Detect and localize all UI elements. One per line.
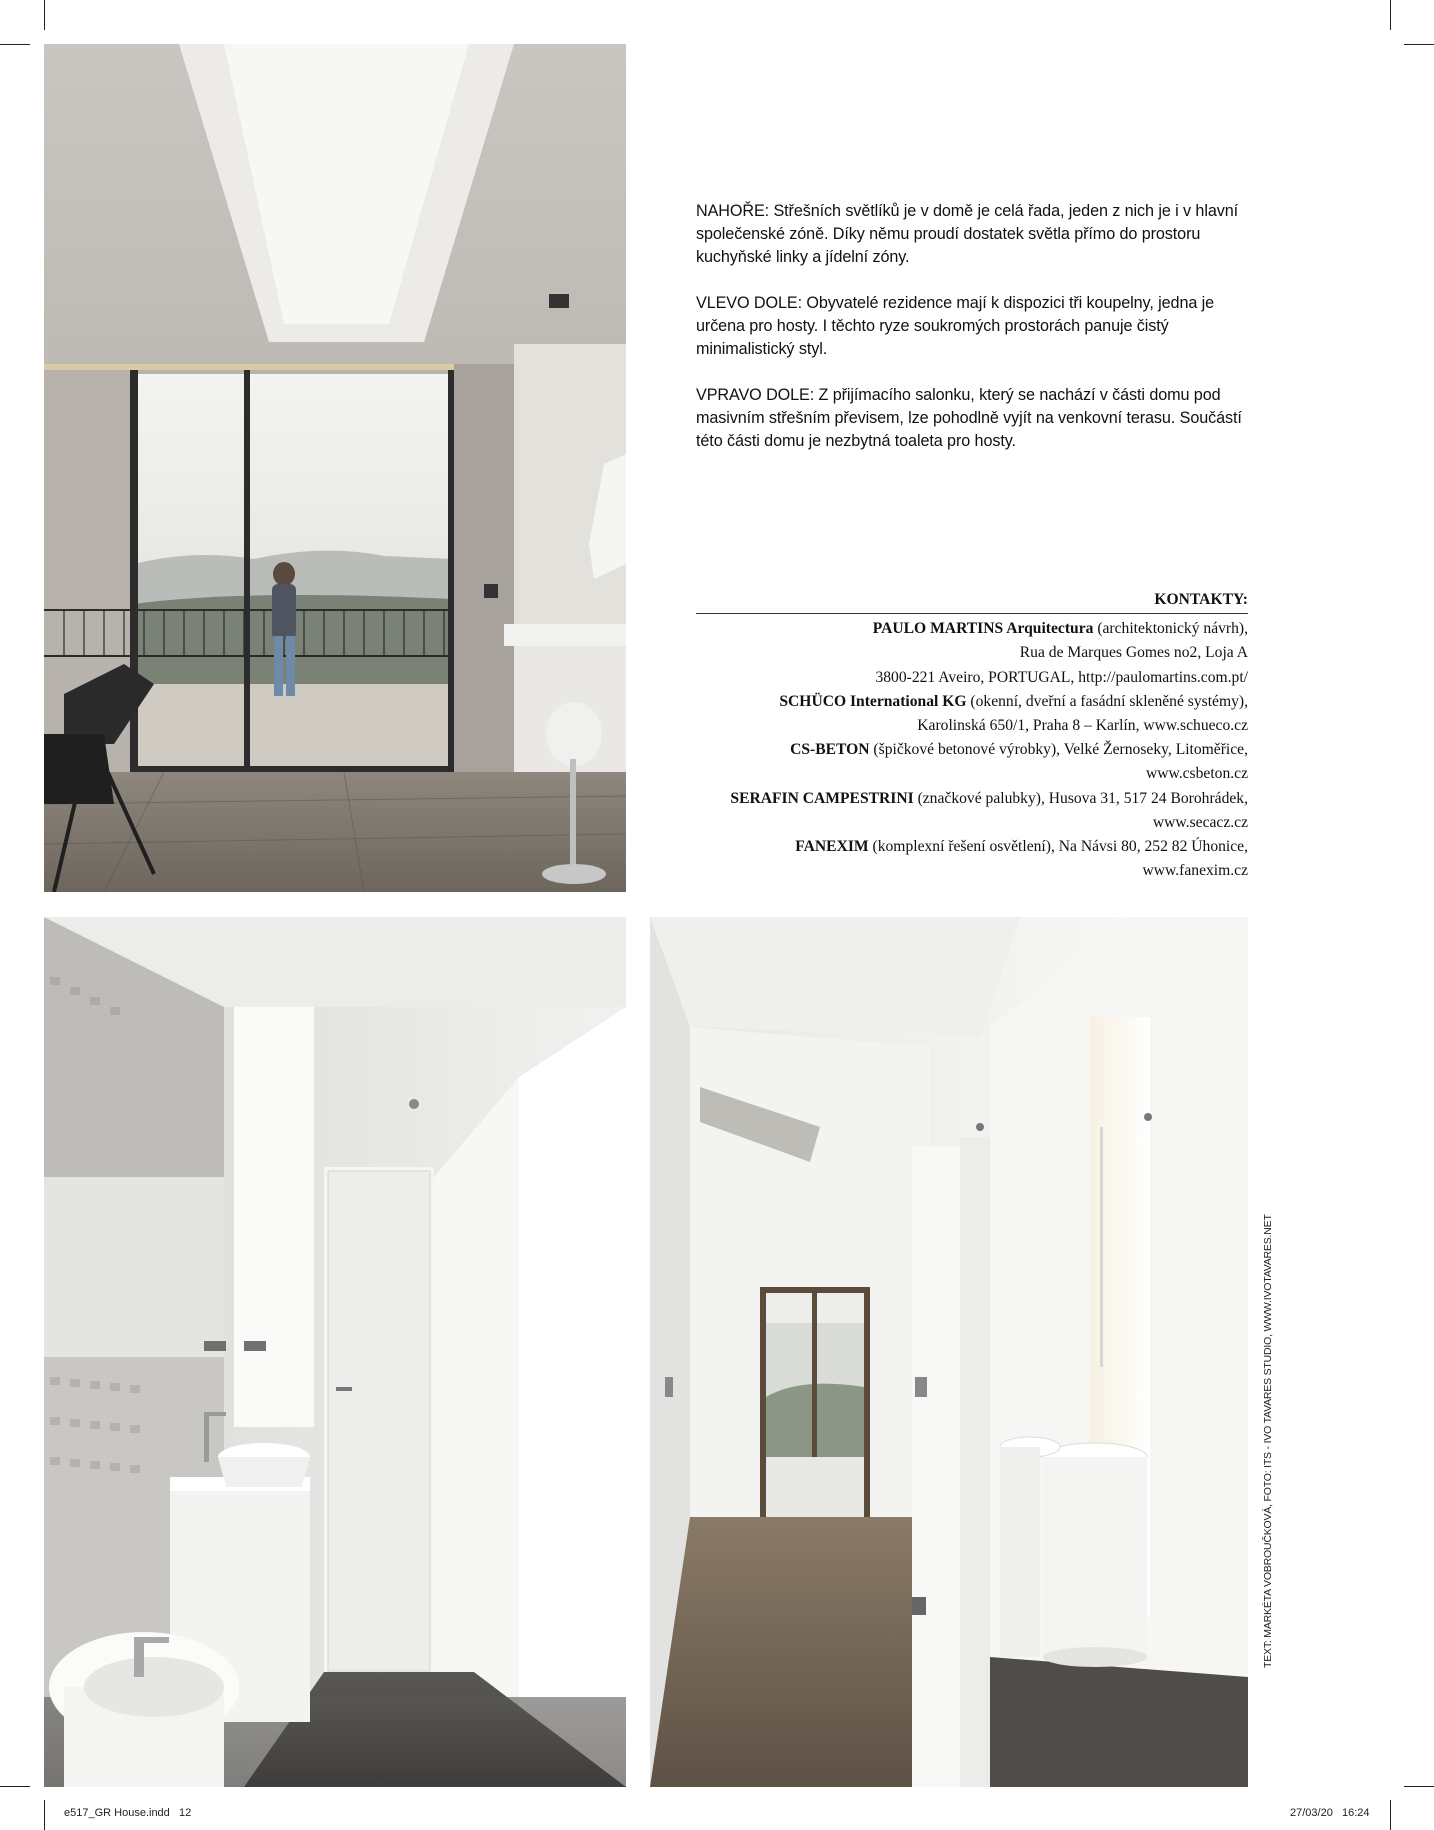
contacts-heading: KONTAKTY:: [696, 588, 1248, 614]
contact-company: FANEXIM: [795, 838, 869, 856]
contact-company: SCHÜCO International KG: [779, 692, 967, 710]
contact-detail: (špičkové betonové výrobky), Velké Žernoseky, Litoměřice,: [869, 741, 1248, 759]
contact-company: CS-BETON: [790, 741, 870, 759]
crop-mark-bottom-right-v: [1390, 1800, 1391, 1830]
crop-mark-top-left-v: [44, 0, 45, 30]
contact-line: [696, 762, 1248, 786]
contact-company: PAULO MARTINS Arquitectura: [872, 620, 1094, 638]
contact-line: [696, 617, 1248, 641]
caption-bottom-left: VLEVO DOLE: Obyvatelé rezidence mají k dispozici tři koupelny, jedna je určena pro hosty. I těchto ryze soukromých prostorách panuje čistý minimalistický styl.: [696, 294, 1215, 358]
contact-line: [696, 835, 1248, 859]
crop-mark-bottom-left-h: [0, 1786, 30, 1787]
caption-bottom-right: VPRAVO DOLE: Z přijímacího salonku, který se nachází v části domu pod masivním střešním převisem, lze pohodlně vyjít na venkovní terasu. Součástí této části domu je nezbytná toaleta pro hosty.: [696, 386, 1242, 450]
guest-toilet-photo: [650, 917, 1248, 1787]
date-slug: 27/03/20 16:24: [1290, 1807, 1370, 1819]
crop-mark-top-left-h: [0, 44, 30, 45]
contact-detail: (komplexní řešení osvětlení), Na Návsi 80, 252 82 Úhonice,: [868, 838, 1248, 856]
contact-detail: (značkové palubky), Husova 31, 517 24 Borohrádek,: [913, 789, 1248, 807]
contact-line: [696, 666, 1248, 690]
contact-line: [696, 690, 1248, 714]
caption-top: NAHOŘE: Střešních světlíků je v domě je celá řada, jeden z nich je i v hlavní společenské zóně. Díky němu proudí dostatek světla přímo do prostoru kuchyňské linky a jídelní zóny.: [696, 202, 1239, 266]
contact-detail: www.secacz.cz: [1152, 813, 1248, 831]
crop-mark-bottom-left-v: [44, 1800, 45, 1830]
photo-captions: [696, 200, 1254, 476]
crop-mark-top-right-h: [1404, 44, 1434, 45]
contact-detail: www.fanexim.cz: [1142, 862, 1248, 880]
living-room-skylight-photo: [44, 44, 626, 892]
contact-detail: www.csbeton.cz: [1145, 765, 1248, 783]
file-slug: e517_GR House.indd 12: [64, 1807, 192, 1819]
contacts-block: [696, 588, 1248, 883]
bathroom-photo: [44, 917, 626, 1787]
crop-mark-top-right-v: [1390, 0, 1391, 30]
contact-line: [696, 641, 1248, 665]
contact-line: [696, 714, 1248, 738]
contact-detail: Karolinská 650/1, Praha 8 – Karlín, www.schueco.cz: [917, 717, 1248, 735]
contact-detail: 3800-221 Aveiro, PORTUGAL, http://paulomartins.com.pt/: [875, 668, 1248, 686]
crop-mark-bottom-right-h: [1404, 1786, 1434, 1787]
contact-company: SERAFIN CAMPESTRINI: [730, 789, 914, 807]
contact-line: [696, 787, 1248, 811]
contact-detail: (architektonický návrh),: [1093, 620, 1248, 638]
contact-detail: (okenní, dveřní a fasádní skleněné systémy),: [966, 692, 1248, 710]
contact-detail: Rua de Marques Gomes no2, Loja A: [1019, 644, 1248, 662]
contact-line: [696, 811, 1248, 835]
contact-line: [696, 738, 1248, 762]
photo-credit: TEXT: MARKÉTA VOBROUČKOVÁ, FOTO: ITS - IVO TAVARES STUDIO, WWW.IVOTAVARES.NET: [1262, 1214, 1274, 1668]
contact-line: [696, 859, 1248, 883]
